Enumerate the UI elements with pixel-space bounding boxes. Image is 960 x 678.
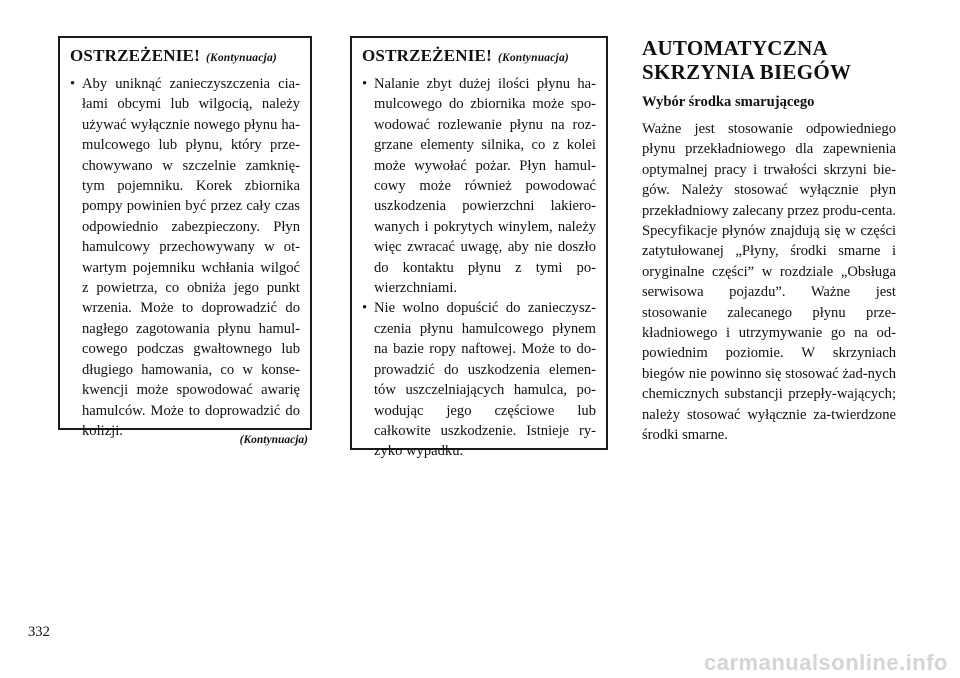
bullet-icon: • [362,76,368,92]
warning-bullet [70,74,300,441]
watermark: carmanualsonline.info [704,650,948,675]
section-subheading: Wybór środka smarującego [642,94,815,110]
section-body: Ważne jest stosowanie odpowiedniego płynu przekładniowego dla zapewnienia optymalnej pracy i trwałości skrzyni bie-gów. Należy stosować wyłącznie płyn przekładniowy zalecany przez produ-centa. Specyfikacje płynów znajdują się w części zatytułowanej „Płyny, środki smarne i oryginalne części” w rozdziale „Obsługa serwisowa pojazdu”. Ważne jest stosowanie zalecanego płynu prze-kładniowego i utrzymywanie go na od-powiednim poziomie. W skrzyniach biegów nie powinno się stosować żad-nych chemicznych substancji przepły-wających; należy stosować wyłącznie za-twierdzone środki smarne. [642,121,896,444]
warning-title [362,46,596,66]
warning-bullet-text: Nalanie zbyt dużej ilości płynu ha-mulcowego do zbiornika może spo-wodować rozlewanie płynu na roz-grzane elementy silnika, co z kolei może wywołać pożar. Płyn hamul-cowy może również powodować uszkodzenia powierzchni lakiero-wanych i pokrytych winylem, należy więc zwracać uwagę, aby nie doszło do kontaktu płynu z tymi po-wierzchniami. [374,76,596,297]
warning-box-brake-fluid-overfill [350,36,608,460]
warning-title-text: OSTRZEŻENIE! [362,46,492,65]
warning-bullet-text: Nie wolno dopuścić do zanieczysz-czenia płynu hamulcowego płynem na bazie ropy naftowej. Może to do-prowadzić do uszkodzenia elemen-tów uszczelniających hamulca, po-wodując jego częściowe lub całkowite uszkodzenie. Istnieje ry-zyko wypadku. [374,300,596,460]
warning-bullet [362,298,596,461]
bullet-icon: • [70,76,76,92]
section-heading-line-1: AUTOMATYCZNA [642,36,828,60]
section-heading-line-2: SKRZYNIA BIEGÓW [642,60,852,84]
warning-bullet [362,74,596,298]
page-number: 332 [28,624,50,640]
warning-title [70,46,300,66]
automatic-transmission-section [642,36,896,446]
continued-label: (Kontynuacja) [205,52,277,64]
warning-title-text: OSTRZEŻENIE! [70,46,200,65]
bullet-icon: • [362,300,368,317]
warning-box-brake-fluid-contamination [58,36,312,439]
section-heading [642,36,896,84]
continued-label: (Kontynuacja) [497,52,569,64]
continued-footer: (Kontynuacja) [239,434,308,446]
warning-bullet-text: Aby uniknąć zanieczyszczenia cia-łami obcymi lub wilgocią, należy używać wyłącznie nowego płynu ha-mulcowego lub płynu, który prze-chowywano w szczelnie zamknię-tym pojemniku. Korek zbiornika pompy powinien być przez cały czas odpowiednio zabezpieczony. Płyn hamulcowy przechowywany w ot-wartym pojemniku wchłania wilgoć z powietrza, co obniża jego punkt wrzenia. Może to doprowadzić do nagłego zagotowania płynu hamul-cowego podczas gwałtownego lub długiego hamowania, co w konse-kwencji może spowodować awarię hamulców. Może to doprowadzić do kolizji. [82,76,300,439]
